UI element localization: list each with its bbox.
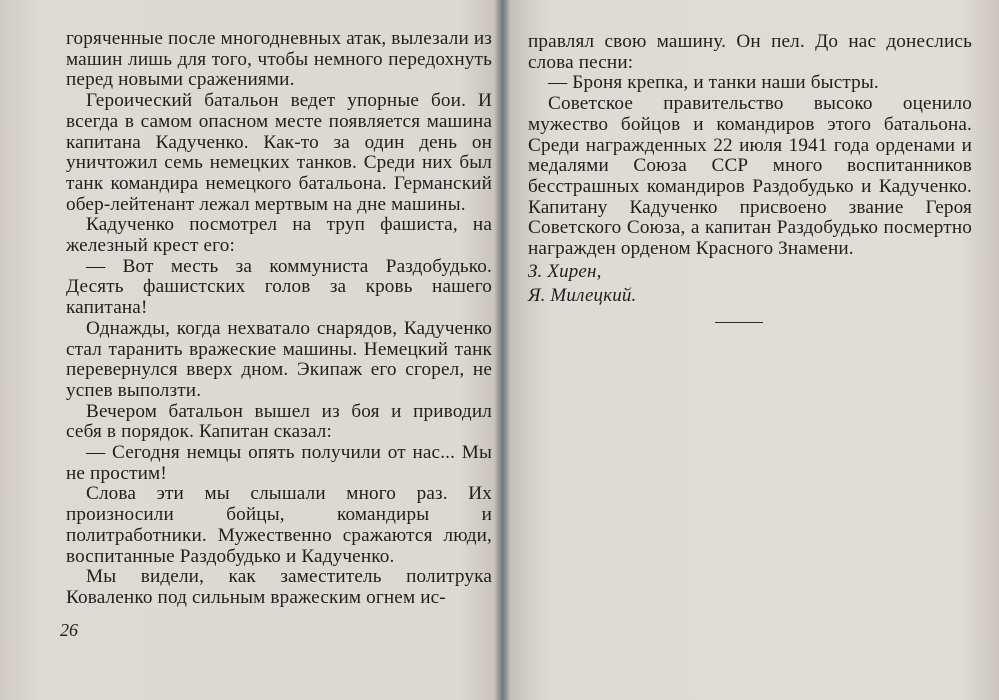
end-rule — [715, 322, 763, 323]
paragraph: — Вот месть за коммуниста Раздобудько. Десять фашистских голов за кровь нашего капитана! — [66, 255, 492, 319]
paragraph: правлял свою машину. Он пел. До нас донеслись слова песни: — [528, 31, 972, 73]
paragraph: Однажды, когда нехватало снарядов, Кадученко стал таранить вражеские машины. Немецкий танк перевернулся вверх дном. Экипаж его сгорел, не успев выползти. — [66, 317, 492, 401]
paragraph: — Броня крепка, и танки наши быстры. — [548, 72, 879, 94]
paragraph: Мы видели, как заместитель политрука Коваленко под сильным вражеским огнем ис- — [66, 566, 492, 608]
paragraph: — Сегодня немцы опять получили от нас... Мы не простим! — [66, 442, 492, 484]
page-number: 26 — [60, 620, 78, 640]
right-page — [506, 0, 999, 700]
paragraph: Вечером батальон вышел из боя и приводил себя в порядок. Капитан сказал: — [66, 400, 492, 443]
author-signature: Я. Милецкий. — [528, 284, 637, 306]
right-page-text — [528, 32, 972, 308]
paragraph: Героический батальон ведет упорные бои. И всегда в самом опасном месте появляется машина капитана Кадученко. Как-то за один день он уничтожил семь немецких танков. Среди них был танк командира немецкого батальона. Германский обер-лейтенант лежал мертвым на дне машины. — [66, 90, 492, 215]
paragraph: Советское правительство высоко оценило мужество бойцов и командиров этого батальона. Среди награжденных 22 июля 1941 года орденами и медалями Союза ССР много воспитанников бесстрашных командиров Раздобудько и Кадученко. Капитану Кадученко присвоено звание Героя Советского Союза, а капитан Раздобудько посмертно награжден орденом Красного Знамени. — [528, 93, 972, 260]
paragraph: Кадученко посмотрел на труп фашиста, на железный крест его: — [66, 214, 492, 257]
left-page-text — [66, 29, 492, 609]
paragraph: Слова эти мы слышали много раз. Их произносили бойцы, командиры и политработники. Мужественно сражаются люди, воспитанные Раздобудько и Кадученко. — [66, 483, 492, 567]
author-signature: З. Хирен, — [528, 260, 602, 282]
paragraph: горяченные после многодневных атак, вылезали из машин лишь для того, чтобы немного передохнуть перед новыми сражениями. — [66, 28, 492, 91]
